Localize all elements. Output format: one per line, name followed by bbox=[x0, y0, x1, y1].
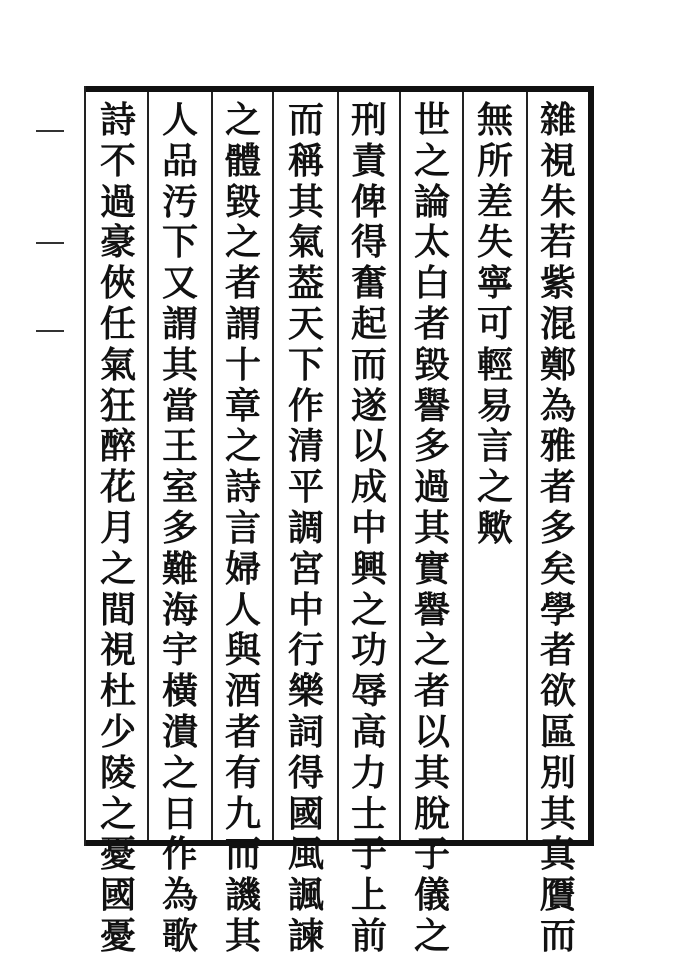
character: 之 bbox=[99, 792, 136, 835]
character: 過 bbox=[413, 466, 450, 509]
column-rule bbox=[272, 92, 274, 840]
column-text bbox=[162, 100, 198, 957]
character: 葢 bbox=[287, 262, 324, 305]
character: 之 bbox=[224, 221, 261, 264]
character: 其 bbox=[287, 180, 324, 223]
character: 不 bbox=[99, 139, 136, 182]
character: 上 bbox=[350, 874, 387, 917]
column-rule bbox=[462, 92, 464, 840]
character: 以 bbox=[350, 425, 387, 468]
character: 氣 bbox=[99, 343, 136, 386]
character: 章 bbox=[224, 384, 261, 427]
character: 詞 bbox=[287, 710, 324, 753]
character: 氣 bbox=[287, 221, 324, 264]
character: 贋 bbox=[539, 874, 576, 917]
character: 白 bbox=[413, 262, 450, 305]
character: 者 bbox=[413, 670, 450, 713]
character: 風 bbox=[287, 833, 324, 876]
character: 過 bbox=[99, 180, 136, 223]
character: 視 bbox=[539, 139, 576, 182]
character: 所 bbox=[476, 139, 513, 182]
character: 酒 bbox=[224, 670, 261, 713]
character: 稱 bbox=[287, 139, 324, 182]
character: 多 bbox=[413, 425, 450, 468]
character: 作 bbox=[161, 833, 198, 876]
character: 當 bbox=[161, 384, 198, 427]
character: 月 bbox=[99, 506, 136, 549]
character: 諷 bbox=[287, 874, 324, 917]
character: 而 bbox=[350, 343, 387, 386]
character: 間 bbox=[99, 588, 136, 631]
character: 憂 bbox=[99, 833, 136, 876]
character: 興 bbox=[350, 547, 387, 590]
character: 之 bbox=[413, 629, 450, 672]
character: 力 bbox=[350, 751, 387, 794]
character: 朱 bbox=[539, 180, 576, 223]
column-text bbox=[540, 100, 576, 957]
character: 無 bbox=[476, 99, 513, 141]
text-column-6 bbox=[215, 100, 271, 957]
character: 譏 bbox=[224, 874, 261, 917]
character: 遂 bbox=[350, 384, 387, 427]
binding-edge-mark bbox=[36, 118, 64, 132]
binding-edge-mark bbox=[36, 230, 64, 244]
character: 儀 bbox=[413, 874, 450, 917]
character: 謂 bbox=[224, 302, 261, 345]
column-rule bbox=[211, 92, 213, 840]
character: 人 bbox=[161, 99, 198, 141]
character: 又 bbox=[161, 262, 198, 305]
frame-left-border bbox=[84, 86, 86, 846]
character: 歟 bbox=[476, 506, 513, 549]
character: 言 bbox=[476, 425, 513, 468]
character: 日 bbox=[161, 792, 198, 835]
character: 憂 bbox=[99, 914, 136, 957]
character: 汚 bbox=[161, 180, 198, 223]
character: 太 bbox=[413, 221, 450, 264]
character: 失 bbox=[476, 221, 513, 264]
character: 者 bbox=[224, 262, 261, 305]
column-text bbox=[100, 100, 136, 957]
character: 成 bbox=[350, 466, 387, 509]
character: 而 bbox=[539, 914, 576, 957]
character: 九 bbox=[224, 792, 261, 835]
character: 其 bbox=[224, 914, 261, 957]
column-text bbox=[414, 100, 450, 957]
text-column-4 bbox=[341, 100, 397, 957]
character: 詩 bbox=[224, 466, 261, 509]
character: 中 bbox=[287, 588, 324, 631]
character: 行 bbox=[287, 629, 324, 672]
character: 平 bbox=[287, 466, 324, 509]
character: 中 bbox=[350, 506, 387, 549]
character: 子 bbox=[413, 833, 450, 876]
character: 可 bbox=[476, 302, 513, 345]
character: 難 bbox=[161, 547, 198, 590]
character: 寧 bbox=[476, 262, 513, 305]
character: 橫 bbox=[161, 670, 198, 713]
character: 室 bbox=[161, 466, 198, 509]
character: 與 bbox=[224, 629, 261, 672]
character: 宮 bbox=[287, 547, 324, 590]
character: 易 bbox=[476, 384, 513, 427]
character: 于 bbox=[350, 833, 387, 876]
column-rule bbox=[337, 92, 339, 840]
character: 多 bbox=[539, 506, 576, 549]
character: 宇 bbox=[161, 629, 198, 672]
character: 為 bbox=[161, 874, 198, 917]
character: 之 bbox=[413, 914, 450, 957]
character: 之 bbox=[99, 547, 136, 590]
character: 以 bbox=[413, 710, 450, 753]
character: 得 bbox=[350, 221, 387, 264]
column-text bbox=[351, 100, 387, 957]
character: 天 bbox=[287, 302, 324, 345]
character: 實 bbox=[413, 547, 450, 590]
character: 若 bbox=[539, 221, 576, 264]
character: 潰 bbox=[161, 710, 198, 753]
character: 有 bbox=[224, 751, 261, 794]
character: 高 bbox=[350, 710, 387, 753]
character: 多 bbox=[161, 506, 198, 549]
character: 豪 bbox=[99, 221, 136, 264]
character: 者 bbox=[413, 302, 450, 345]
character: 輕 bbox=[476, 343, 513, 386]
character: 前 bbox=[350, 914, 387, 957]
character: 真 bbox=[539, 833, 576, 876]
character: 之 bbox=[350, 588, 387, 631]
character: 毀 bbox=[224, 180, 261, 223]
character: 論 bbox=[413, 180, 450, 223]
character: 而 bbox=[287, 99, 324, 141]
character: 歌 bbox=[161, 914, 198, 957]
text-column-3 bbox=[404, 100, 460, 957]
character: 人 bbox=[224, 588, 261, 631]
character: 譽 bbox=[413, 588, 450, 631]
character: 為 bbox=[539, 384, 576, 427]
text-column-2 bbox=[467, 100, 523, 549]
character: 杜 bbox=[99, 670, 136, 713]
character: 其 bbox=[161, 343, 198, 386]
character: 其 bbox=[413, 751, 450, 794]
character: 而 bbox=[224, 833, 261, 876]
character: 別 bbox=[539, 751, 576, 794]
column-rule bbox=[399, 92, 401, 840]
character: 婦 bbox=[224, 547, 261, 590]
character: 詩 bbox=[99, 99, 136, 141]
character: 之 bbox=[476, 466, 513, 509]
character: 其 bbox=[413, 506, 450, 549]
text-column-1 bbox=[530, 100, 586, 957]
character: 言 bbox=[224, 506, 261, 549]
character: 譽 bbox=[413, 384, 450, 427]
character: 樂 bbox=[287, 670, 324, 713]
character: 刑 bbox=[350, 99, 387, 141]
character: 狂 bbox=[99, 384, 136, 427]
character: 花 bbox=[99, 466, 136, 509]
character: 辱 bbox=[350, 670, 387, 713]
character: 視 bbox=[99, 629, 136, 672]
character: 雅 bbox=[539, 425, 576, 468]
character: 之 bbox=[161, 751, 198, 794]
character: 清 bbox=[287, 425, 324, 468]
column-text bbox=[477, 100, 513, 549]
character: 之 bbox=[413, 139, 450, 182]
character: 奮 bbox=[350, 262, 387, 305]
character: 學 bbox=[539, 588, 576, 631]
character: 士 bbox=[350, 792, 387, 835]
character: 謂 bbox=[161, 302, 198, 345]
character: 起 bbox=[350, 302, 387, 345]
character: 調 bbox=[287, 506, 324, 549]
character: 者 bbox=[539, 466, 576, 509]
character: 俠 bbox=[99, 262, 136, 305]
character: 欲 bbox=[539, 670, 576, 713]
character: 矣 bbox=[539, 547, 576, 590]
character: 得 bbox=[287, 751, 324, 794]
character: 陵 bbox=[99, 751, 136, 794]
character: 十 bbox=[224, 343, 261, 386]
column-rule bbox=[147, 92, 149, 840]
character: 責 bbox=[350, 139, 387, 182]
character: 體 bbox=[224, 139, 261, 182]
character: 區 bbox=[539, 710, 576, 753]
character: 者 bbox=[224, 710, 261, 753]
character: 世 bbox=[413, 99, 450, 141]
character: 任 bbox=[99, 302, 136, 345]
character: 下 bbox=[161, 221, 198, 264]
character: 海 bbox=[161, 588, 198, 631]
character: 諫 bbox=[287, 914, 324, 957]
character: 鄭 bbox=[539, 343, 576, 386]
character: 王 bbox=[161, 425, 198, 468]
text-column-8 bbox=[90, 100, 146, 957]
column-rule bbox=[526, 92, 528, 840]
column-text bbox=[288, 100, 324, 957]
character: 國 bbox=[287, 792, 324, 835]
frame-right-border bbox=[588, 86, 594, 846]
text-column-7 bbox=[152, 100, 208, 957]
column-text bbox=[225, 100, 261, 957]
character: 混 bbox=[539, 302, 576, 345]
character: 雜 bbox=[539, 99, 576, 141]
character: 之 bbox=[224, 99, 261, 141]
binding-edge-mark bbox=[36, 318, 64, 332]
character: 少 bbox=[99, 710, 136, 753]
character: 者 bbox=[539, 629, 576, 672]
character: 毀 bbox=[413, 343, 450, 386]
character: 脫 bbox=[413, 792, 450, 835]
character: 品 bbox=[161, 139, 198, 182]
character: 俾 bbox=[350, 180, 387, 223]
frame-top-border bbox=[84, 86, 594, 92]
character: 功 bbox=[350, 629, 387, 672]
character: 作 bbox=[287, 384, 324, 427]
character: 國 bbox=[99, 874, 136, 917]
character: 醉 bbox=[99, 425, 136, 468]
character: 紫 bbox=[539, 262, 576, 305]
character: 差 bbox=[476, 180, 513, 223]
text-column-5 bbox=[278, 100, 334, 957]
character: 下 bbox=[287, 343, 324, 386]
character: 之 bbox=[224, 425, 261, 468]
character: 其 bbox=[539, 792, 576, 835]
